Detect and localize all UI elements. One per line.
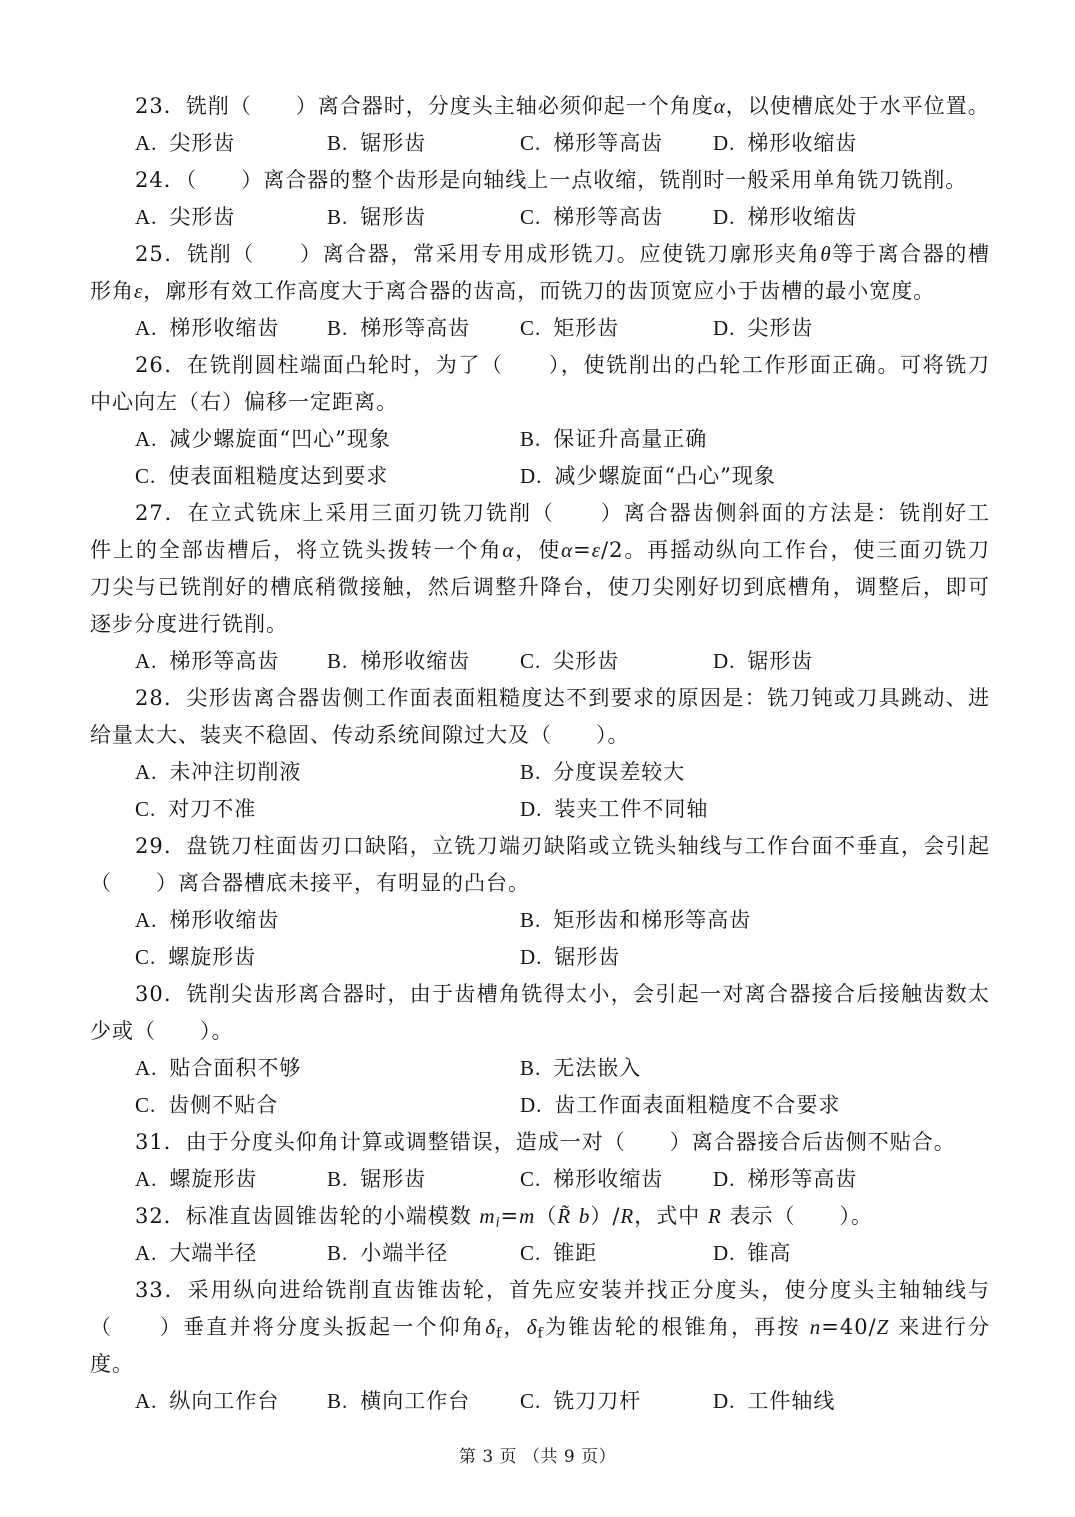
option-letter: B. (327, 1389, 349, 1413)
option-letter: C. (520, 649, 542, 673)
option-b (327, 310, 520, 347)
question-stem-line (90, 865, 990, 902)
options-row (90, 458, 990, 495)
math-symbol: α (502, 538, 515, 562)
option-d (520, 791, 990, 828)
option-text: 梯形等高齿 (553, 131, 664, 155)
math-symbol: δ (526, 1315, 538, 1339)
option-text: 横向工作台 (360, 1389, 471, 1413)
stem-text: 等于离合器的槽 (831, 242, 990, 266)
stem-text: 23．铣削（ ）离合器时，分度头主轴必须仰起一个角度 (135, 94, 714, 118)
option-d (713, 310, 990, 347)
option-letter: A. (135, 1167, 158, 1191)
option-letter: A. (135, 760, 158, 784)
option-c (520, 310, 713, 347)
option-b (327, 1235, 520, 1272)
question-28 (90, 680, 990, 828)
options-row (90, 125, 990, 162)
option-letter: B. (327, 1241, 349, 1265)
option-letter: C. (520, 316, 542, 340)
option-text: 对刀不准 (168, 797, 257, 821)
math-symbol: f (496, 1325, 503, 1342)
option-letter: B. (327, 316, 349, 340)
stem-text: =40/ (821, 1315, 877, 1339)
option-letter: B. (327, 1167, 349, 1191)
option-c (135, 939, 520, 976)
stem-text: 形角 (90, 279, 134, 303)
option-letter: B. (520, 908, 542, 932)
stem-text: 刀尖与已铣削好的槽底稍微接触，然后调整升降台，使刀尖刚好切到底槽角，调整后，即可 (90, 575, 990, 599)
option-letter: B. (327, 205, 349, 229)
option-letter: A. (135, 649, 158, 673)
option-text: 螺旋形齿 (169, 1167, 258, 1191)
math-symbol: δ (485, 1315, 496, 1339)
option-letter: B. (327, 131, 349, 155)
option-a (135, 902, 520, 939)
option-text: 锥距 (553, 1241, 598, 1265)
option-a (135, 1235, 327, 1272)
option-a (135, 643, 327, 680)
stem-text: 为锥齿轮的根锥角，再按 (543, 1315, 810, 1339)
question-stem-line (90, 569, 990, 606)
options-row (90, 421, 990, 458)
option-letter: D. (520, 1093, 543, 1117)
math-symbol: n (809, 1315, 822, 1339)
stem-text: 度。 (90, 1352, 134, 1376)
stem-text: 件上的全部齿槽后，将立铣头拨转一个角 (90, 538, 503, 562)
option-text: 尖形齿 (169, 131, 236, 155)
option-text: 梯形等高齿 (553, 205, 664, 229)
math-symbol: ε (591, 538, 602, 562)
option-letter: D. (713, 316, 736, 340)
options-row (90, 643, 990, 680)
question-stem-line (90, 384, 990, 421)
question-stem-first-line (90, 680, 990, 717)
stem-text: = (573, 538, 592, 562)
question-list (90, 88, 990, 1420)
option-text: 尖形齿 (169, 205, 236, 229)
option-d (520, 939, 990, 976)
option-text: 尖形齿 (747, 316, 814, 340)
stem-text: 表示（ ）。 (721, 1204, 873, 1228)
question-stem-first-line (90, 236, 990, 273)
stem-text (571, 1204, 579, 1228)
option-text: 梯形收缩齿 (747, 205, 858, 229)
option-b (327, 199, 520, 236)
option-b (520, 1050, 990, 1087)
option-text: 梯形收缩齿 (360, 649, 471, 673)
option-d (713, 1383, 990, 1420)
option-text: 无法嵌入 (553, 1056, 642, 1080)
option-letter: A. (135, 427, 158, 451)
option-c (520, 1161, 713, 1198)
option-letter: B. (520, 427, 542, 451)
option-d (713, 1161, 990, 1198)
option-text: 梯形收缩齿 (747, 131, 858, 155)
option-text: 锯形齿 (360, 1167, 427, 1191)
option-text: 矩形齿 (553, 316, 620, 340)
math-symbol: ε (134, 279, 144, 303)
option-letter: A. (135, 1056, 158, 1080)
question-stem-line (90, 717, 990, 754)
page-footer: 第 3 页 （共 9 页） (458, 1447, 617, 1467)
option-letter: C. (520, 131, 542, 155)
option-b (327, 643, 520, 680)
stem-text: 中心向左（右）偏移一定距离。 (90, 390, 398, 414)
options-row (90, 1050, 990, 1087)
option-c (135, 1087, 520, 1124)
math-symbol: Z (876, 1315, 890, 1339)
option-text: 梯形等高齿 (747, 1167, 858, 1191)
option-letter: D. (713, 1241, 736, 1265)
option-c (520, 1235, 713, 1272)
option-letter: C. (520, 205, 542, 229)
option-text: 工件轴线 (747, 1389, 836, 1413)
options-row (90, 1383, 990, 1420)
option-b (520, 902, 990, 939)
option-text: 螺旋形齿 (168, 945, 257, 969)
option-letter: A. (135, 205, 158, 229)
option-letter: B. (520, 1056, 542, 1080)
option-c (520, 125, 713, 162)
question-stem-first-line (90, 1124, 990, 1161)
option-letter: C. (520, 1167, 542, 1191)
option-d (520, 458, 990, 495)
question-stem-first-line (90, 828, 990, 865)
option-text: 减少螺旋面“凸心”现象 (554, 464, 776, 488)
math-symbol: R (620, 1204, 635, 1228)
math-symbol: α (561, 538, 574, 562)
question-24 (90, 162, 990, 236)
option-letter: A. (135, 1241, 158, 1265)
question-25 (90, 236, 990, 347)
options-row (90, 939, 990, 976)
option-c (135, 791, 520, 828)
option-text: 锯形齿 (554, 945, 621, 969)
math-symbol: R̃ (557, 1204, 572, 1228)
option-letter: A. (135, 316, 158, 340)
option-letter: C. (520, 1241, 542, 1265)
options-row (90, 754, 990, 791)
option-text: 矩形齿和梯形等高齿 (553, 908, 752, 932)
option-letter: A. (135, 1389, 158, 1413)
stem-text: 28．尖形齿离合器齿侧工作面表面粗糙度达不到要求的原因是：铣刀钝或刀具跳动、进 (135, 686, 990, 710)
option-text: 使表面粗糙度达到要求 (168, 464, 389, 488)
math-symbol: θ (820, 242, 832, 266)
stem-text: ，廓形有效工作高度大于离合器的齿高，而铣刀的齿顶宽应小于齿槽的最小宽度。 (143, 279, 936, 303)
option-d (713, 1235, 990, 1272)
stem-text: 26．在铣削圆柱端面凸轮时，为了（ ），使铣削出的凸轮工作形面正确。可将铣刀 (135, 353, 990, 377)
stem-text: 31．由于分度头仰角计算或调整错误，造成一对（ ）离合器接合后齿侧不贴合。 (135, 1130, 956, 1154)
option-text: 减少螺旋面“凹心”现象 (169, 427, 391, 451)
question-31 (90, 1124, 990, 1198)
question-stem-first-line (90, 162, 990, 199)
option-b (327, 125, 520, 162)
option-text: 齿工作面表面粗糙度不合要求 (554, 1093, 841, 1117)
question-30 (90, 976, 990, 1124)
option-letter: C. (520, 1389, 542, 1413)
option-c (520, 643, 713, 680)
option-a (135, 310, 327, 347)
stem-text: 25．铣削（ ）离合器，常采用专用成形铣刀。应使铣刀廓形夹角 (135, 242, 821, 266)
option-letter: D. (713, 649, 736, 673)
question-stem-line (90, 1346, 990, 1383)
stem-text: 少或（ ）。 (90, 1019, 234, 1043)
option-letter: D. (713, 1167, 736, 1191)
question-32 (90, 1198, 990, 1272)
question-stem-first-line (90, 976, 990, 1013)
option-text: 保证升高量正确 (553, 427, 708, 451)
stem-text: 给量太大、装夹不稳固、传动系统间隙过大及（ ）。 (90, 723, 630, 747)
question-26 (90, 347, 990, 495)
option-b (520, 421, 990, 458)
math-symbol: i (495, 1214, 501, 1231)
option-letter: B. (327, 649, 349, 673)
question-stem-line (90, 273, 990, 310)
option-letter: C. (135, 1093, 157, 1117)
option-c (520, 199, 713, 236)
option-text: 尖形齿 (553, 649, 620, 673)
option-text: 锥高 (747, 1241, 792, 1265)
option-text: 锯形齿 (360, 205, 427, 229)
option-a (135, 199, 327, 236)
option-d (713, 199, 990, 236)
option-text: 贴合面积不够 (169, 1056, 302, 1080)
option-letter: D. (713, 205, 736, 229)
options-row (90, 310, 990, 347)
option-text: 梯形收缩齿 (169, 316, 280, 340)
stem-text: = (500, 1204, 520, 1228)
option-a (135, 125, 327, 162)
option-letter: D. (520, 797, 543, 821)
option-letter: D. (520, 464, 543, 488)
stem-text: ， (502, 1315, 527, 1339)
option-text: 锯形齿 (360, 131, 427, 155)
stem-text: 32．标准直齿圆锥齿轮的小端模数 (135, 1204, 480, 1228)
option-b (327, 1161, 520, 1198)
option-a (135, 421, 520, 458)
stem-text: 来进行分 (889, 1315, 990, 1339)
option-letter: A. (135, 908, 158, 932)
math-symbol: m (479, 1204, 496, 1228)
question-stem-first-line (90, 495, 990, 532)
option-letter: C. (135, 945, 157, 969)
stem-text: 29．盘铣刀柱面齿刃口缺陷，立铣刀端刃缺陷或立铣头轴线与工作台面不垂直，会引起 (135, 834, 990, 858)
option-letter: C. (135, 464, 157, 488)
option-letter: D. (713, 131, 736, 155)
stem-text: 逐步分度进行铣削。 (90, 612, 288, 636)
question-stem-first-line (90, 88, 990, 125)
stem-text: 27．在立式铣床上采用三面刃铣刀铣削（ ）离合器齿侧斜面的方法是：铣削好工 (135, 501, 990, 525)
stem-text: ）/ (590, 1204, 621, 1228)
option-c (135, 458, 520, 495)
option-text: 梯形等高齿 (169, 649, 280, 673)
options-row (90, 199, 990, 236)
stem-text: 24．（ ）离合器的整个齿形是向轴线上一点收缩，铣削时一般采用单角铣刀铣削。 (135, 168, 968, 192)
question-29 (90, 828, 990, 976)
option-a (135, 1050, 520, 1087)
option-text: 梯形等高齿 (360, 316, 471, 340)
option-text: 大端半径 (169, 1241, 258, 1265)
option-text: 锯形齿 (747, 649, 814, 673)
math-symbol: R (707, 1204, 722, 1228)
question-stem-line (90, 1309, 990, 1346)
option-a (135, 754, 520, 791)
option-a (135, 1161, 327, 1198)
options-row (90, 902, 990, 939)
options-row (90, 1087, 990, 1124)
math-symbol: b (578, 1204, 591, 1228)
stem-text: ，使 (514, 538, 562, 562)
option-b (520, 754, 990, 791)
option-d (520, 1087, 990, 1124)
question-stem-first-line (90, 1198, 990, 1235)
stem-text: （ ）垂直并将分度头扳起一个仰角 (90, 1315, 486, 1339)
stem-text: 30．铣削尖齿形离合器时，由于齿槽角铣得太小，会引起一对离合器接合后接触齿数太 (135, 982, 990, 1006)
question-33 (90, 1272, 990, 1420)
question-stem-line (90, 1013, 990, 1050)
option-c (520, 1383, 713, 1420)
options-row (90, 1235, 990, 1272)
option-text: 分度误差较大 (553, 760, 686, 784)
option-letter: D. (520, 945, 543, 969)
option-text: 小端半径 (360, 1241, 449, 1265)
options-row (90, 1161, 990, 1198)
option-letter: A. (135, 131, 158, 155)
question-stem-first-line (90, 347, 990, 384)
option-b (327, 1383, 520, 1420)
question-23 (90, 88, 990, 162)
option-text: 装夹工件不同轴 (554, 797, 709, 821)
stem-text: ，以使槽底处于水平位置。 (725, 94, 990, 118)
option-a (135, 1383, 327, 1420)
question-stem-first-line (90, 1272, 990, 1309)
stem-text: /2。再摇动纵向工作台，使三面刃铣刀 (601, 538, 991, 562)
option-d (713, 125, 990, 162)
option-text: 纵向工作台 (169, 1389, 280, 1413)
stem-text: ，式中 (634, 1204, 708, 1228)
option-letter: D. (713, 1389, 736, 1413)
options-row (90, 791, 990, 828)
stem-text: 33．采用纵向进给铣削直齿锥齿轮，首先应安装并找正分度头，使分度头主轴轴线与 (135, 1278, 990, 1302)
stem-text: （ (535, 1204, 558, 1228)
question-stem-line (90, 606, 990, 643)
stem-text: （ ）离合器槽底未接平，有明显的凸台。 (90, 871, 530, 895)
option-letter: B. (520, 760, 542, 784)
option-text: 梯形收缩齿 (169, 908, 280, 932)
question-27 (90, 495, 990, 680)
math-symbol: m (519, 1204, 536, 1228)
option-letter: C. (135, 797, 157, 821)
option-text: 齿侧不贴合 (168, 1093, 279, 1117)
option-text: 铣刀刀杆 (553, 1389, 642, 1413)
math-symbol: f (537, 1325, 544, 1342)
option-d (713, 643, 990, 680)
question-stem-line (90, 532, 990, 569)
math-symbol: α (713, 94, 726, 118)
option-text: 梯形收缩齿 (553, 1167, 664, 1191)
option-text: 未冲注切削液 (169, 760, 302, 784)
